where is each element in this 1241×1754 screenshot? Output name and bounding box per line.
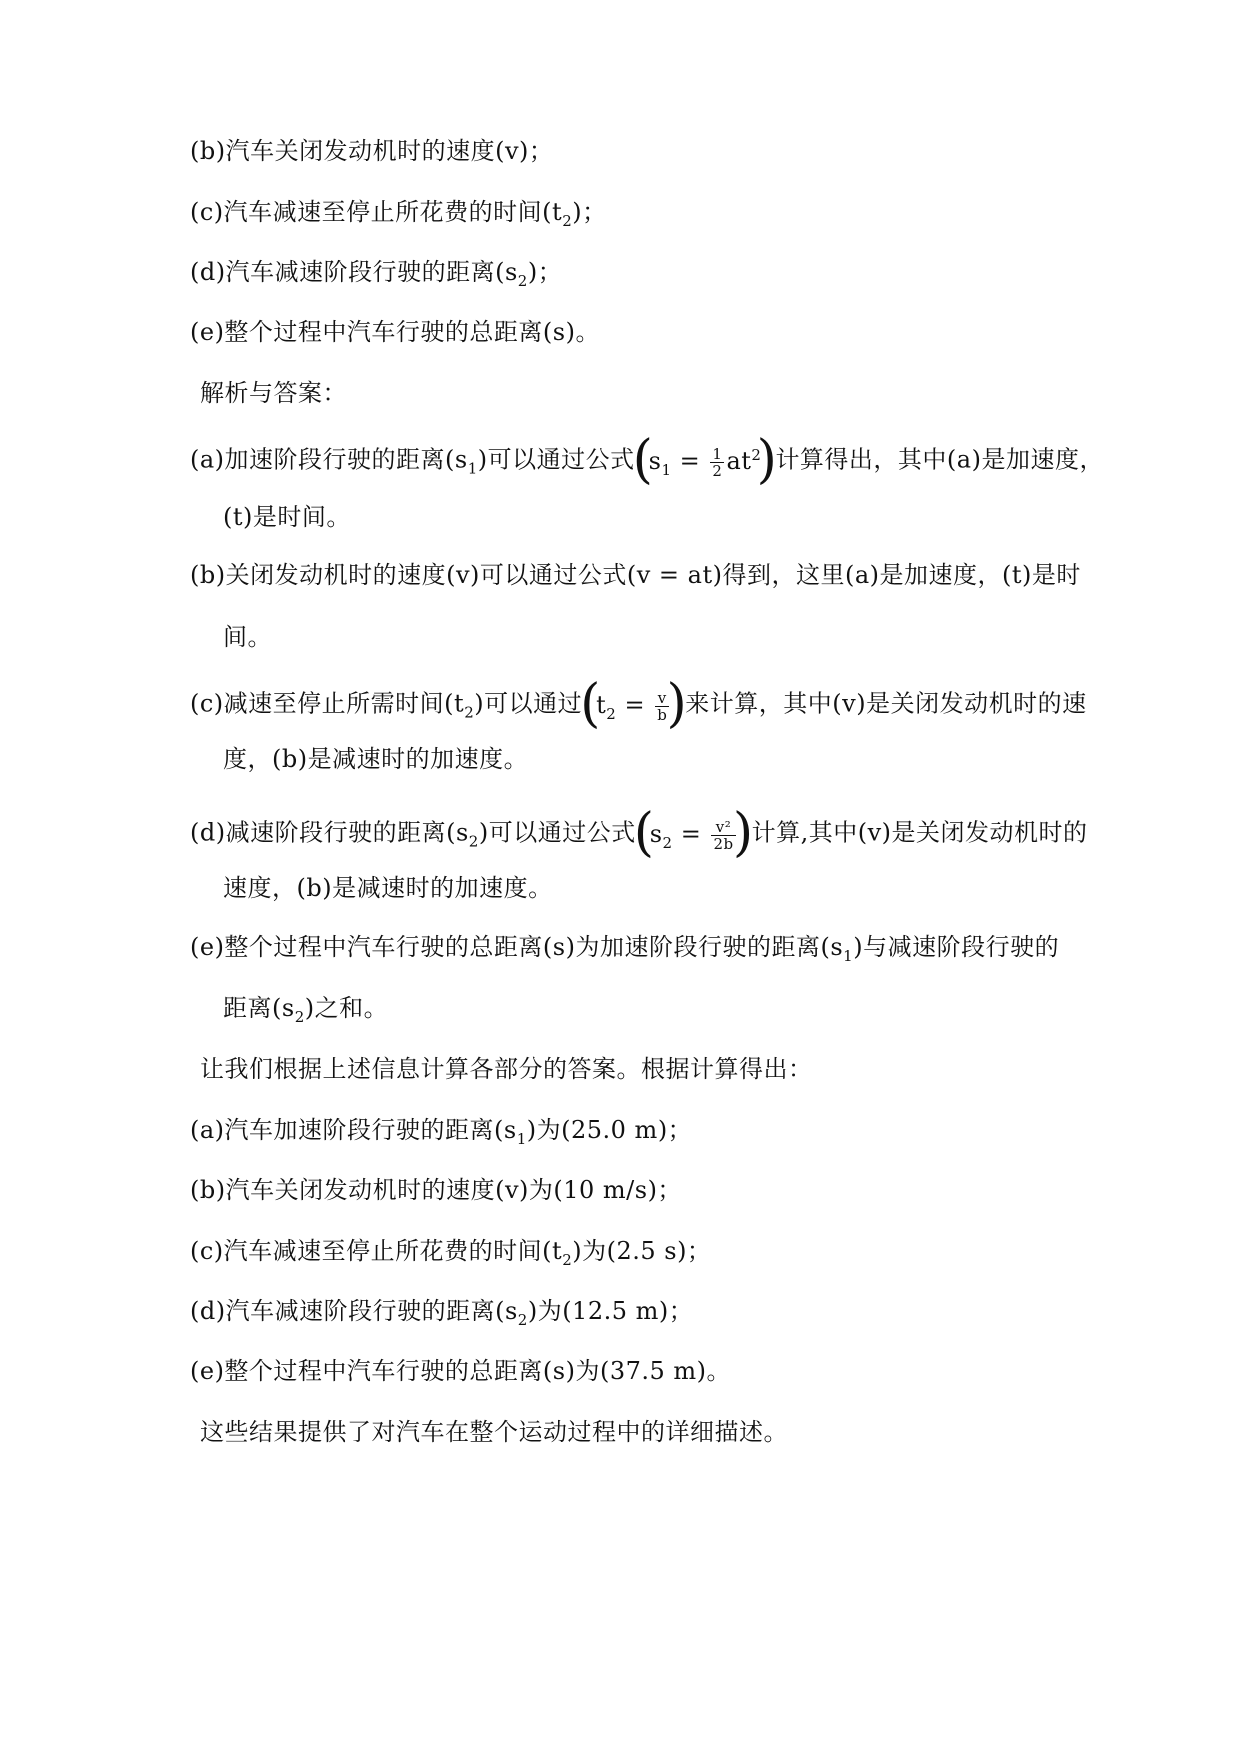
- result-d-text: (d)汽车减速阶段行驶的距离(s: [190, 1297, 518, 1325]
- result-a-value: )为(25.0 m)；: [526, 1116, 693, 1144]
- analysis-d-line2: [223, 871, 553, 905]
- subscript: 2: [562, 211, 573, 230]
- result-a-text: (a)汽车加速阶段行驶的距离(s: [190, 1116, 517, 1144]
- formula-equals: =: [672, 820, 710, 848]
- analysis-d-text: (d)减速阶段行驶的距离(s: [190, 818, 469, 847]
- formula-s1: [635, 436, 776, 486]
- analysis-a-post: 计算得出，其中(a)是加速度，: [775, 445, 1104, 474]
- analysis-e-line2-text: 距离(s: [223, 994, 295, 1022]
- analysis-b-line2-text: 间。: [223, 623, 272, 651]
- subscript: 2: [464, 703, 475, 722]
- analysis-c-text: (c)减速至停止所需时间(t: [190, 689, 465, 718]
- result-b-text: (b)汽车关闭发动机时的速度(v)为(10 m/s)；: [190, 1176, 682, 1204]
- analysis-e-text: (e)整个过程中汽车行驶的总距离(s)为加速阶段行驶的距离(s: [190, 933, 844, 961]
- analysis-d-mid: )可以通过公式: [478, 818, 636, 847]
- superscript: 2: [751, 446, 762, 464]
- conclusion-text: 这些结果提供了对汽车在整个运动过程中的详细描述。: [200, 1418, 788, 1446]
- fraction-denominator: 2b: [713, 835, 734, 853]
- fraction: [710, 446, 724, 479]
- question-d-text: (d)汽车减速阶段行驶的距离(s: [190, 258, 518, 286]
- question-c-text: (c)汽车减速至停止所花费的时间(t: [190, 198, 563, 226]
- analysis-d-line1: [190, 809, 1088, 859]
- result-c-value: )为(2.5 s)；: [572, 1237, 712, 1265]
- subscript: 2: [468, 832, 479, 851]
- analysis-d-line2-text: 速度，(b)是减速时的加速度。: [223, 874, 553, 902]
- result-d: [190, 1294, 693, 1328]
- formula-s2: [636, 809, 752, 859]
- analysis-c-line1: [190, 680, 1087, 730]
- result-b: [190, 1173, 682, 1207]
- question-d: [190, 255, 562, 289]
- analysis-d-post: 计算,其中(v)是关闭发动机时的: [751, 818, 1088, 847]
- subscript: 1: [843, 946, 854, 965]
- analysis-e-line1: [190, 930, 1059, 964]
- formula-lhs: t: [596, 691, 607, 719]
- subscript: 2: [517, 271, 528, 290]
- result-d-value: )为(12.5 m)；: [527, 1297, 694, 1325]
- calc-intro-text: 让我们根据上述信息计算各部分的答案。根据计算得出：: [200, 1055, 813, 1083]
- analysis-a-text: (a)加速阶段行驶的距离(s: [190, 445, 468, 474]
- formula-rhs: at: [726, 447, 752, 475]
- analysis-c-line2: [223, 742, 528, 776]
- question-b-text: (b)汽车关闭发动机时的速度(v)；: [190, 137, 554, 165]
- fraction-numerator: v: [655, 690, 669, 707]
- subscript: 2: [606, 704, 617, 723]
- subscript: 2: [517, 1310, 528, 1329]
- question-d-end: )；: [527, 258, 563, 286]
- fraction-denominator: 2: [712, 462, 723, 480]
- result-e-text: (e)整个过程中汽车行驶的总距离(s)为(37.5 m)。: [190, 1357, 732, 1385]
- subscript: 1: [516, 1129, 527, 1148]
- formula-t2: [582, 680, 685, 730]
- conclusion: [200, 1415, 788, 1449]
- fraction-numerator: v²: [711, 819, 735, 836]
- fraction-denominator: b: [657, 706, 668, 724]
- question-e-text: (e)整个过程中汽车行驶的总距离(s)。: [190, 318, 600, 346]
- analysis-e-post: )与减速阶段行驶的: [853, 933, 1060, 961]
- fraction: [711, 819, 735, 852]
- analysis-a-mid: )可以通过公式: [477, 445, 635, 474]
- question-b: [190, 134, 553, 168]
- analysis-a-line2: [223, 500, 351, 534]
- formula-lhs: s: [648, 447, 662, 475]
- analysis-c-line2-text: 度，(b)是减速时的加速度。: [223, 745, 529, 773]
- subscript: 2: [662, 833, 673, 852]
- formula-equals: =: [616, 691, 654, 719]
- analysis-e-line2-end: )之和。: [304, 994, 389, 1022]
- question-c-end: )；: [572, 198, 607, 226]
- analysis-a-line2-text: (t)是时间。: [223, 503, 351, 531]
- analysis-b-line2: [223, 620, 272, 654]
- analysis-b-line1: [190, 558, 1081, 592]
- result-c: [190, 1234, 711, 1268]
- formula-lhs: s: [649, 820, 663, 848]
- subscript: 1: [661, 460, 672, 479]
- fraction-numerator: 1: [712, 445, 723, 463]
- question-c: [190, 195, 607, 229]
- subscript: 2: [562, 1250, 573, 1269]
- calc-intro: [200, 1052, 813, 1086]
- formula-equals: =: [671, 447, 709, 475]
- result-a: [190, 1113, 692, 1147]
- analysis-c-mid: )可以通过: [474, 689, 583, 718]
- subscript: 2: [294, 1007, 305, 1026]
- analysis-b-text: (b)关闭发动机时的速度(v)可以通过公式(v = at)得到，这里(a)是加速度，(t)是时: [190, 561, 1081, 589]
- analysis-e-line2: [223, 991, 388, 1025]
- analysis-c-post: 来计算，其中(v)是关闭发动机时的速: [685, 689, 1087, 718]
- analysis-a-line1: [190, 436, 1104, 486]
- result-c-text: (c)汽车减速至停止所花费的时间(t: [190, 1237, 563, 1265]
- question-e: [190, 315, 600, 349]
- analysis-title: 解析与答案：: [200, 379, 347, 407]
- result-e: [190, 1354, 731, 1388]
- analysis-heading: [200, 376, 347, 410]
- subscript: 1: [467, 459, 478, 478]
- fraction: [655, 690, 669, 723]
